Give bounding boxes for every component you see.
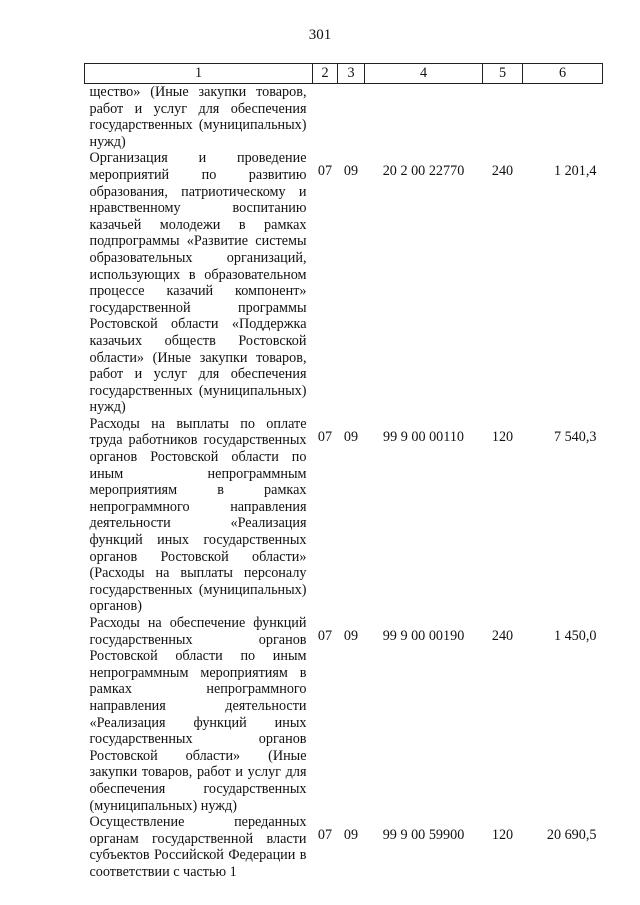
row-target-article: 20 2 00 22770 (382, 163, 465, 180)
row-expense-type: 240 (491, 628, 514, 644)
row-section: 07 (317, 428, 333, 445)
table-row (85, 615, 603, 814)
column-header-4: 4 (365, 64, 483, 84)
table-row (85, 416, 603, 615)
column-header-3: 3 (338, 64, 365, 84)
row-subsection (338, 84, 365, 151)
row-section: 07 (317, 827, 333, 844)
row-amount: 7 540,3 (553, 428, 597, 445)
row-target-article: 99 9 00 00110 (382, 428, 465, 445)
row-subsection: 09 (343, 428, 359, 445)
row-section (313, 84, 338, 151)
column-header-6: 6 (523, 64, 603, 84)
column-header-5: 5 (483, 64, 523, 84)
table-row (85, 84, 603, 151)
row-subsection: 09 (343, 827, 359, 844)
row-amount: 1 201,4 (553, 163, 597, 180)
row-section: 07 (317, 628, 333, 644)
table-row (85, 814, 603, 880)
row-subsection: 09 (343, 163, 359, 180)
column-header-2: 2 (313, 64, 338, 84)
row-description: Расходы на обеспечение функций государственных органов Ростовской области по иным непрограммным мероприятиям в рамках непрограммного направления деятельности «Реализация функций иных государственных органов Ростовской области» (Иные закупки товаров, работ и услуг для обеспечения государственных (муниципальных) нужд) (89, 615, 307, 814)
column-header-1: 1 (85, 64, 313, 84)
page-number: 301 (308, 27, 332, 43)
row-description: Осуществление переданных органам государственной власти субъектов Российской Федерации в соответствии с частью 1 (89, 814, 307, 880)
row-description: щество» (Иные закупки товаров, работ и услуг для обеспечения государственных (муниципальных) нужд) (89, 84, 307, 150)
row-section: 07 (317, 163, 333, 180)
row-subsection: 09 (343, 628, 359, 644)
row-description: Расходы на выплаты по оплате труда работников государственных органов Ростовской области по иным непрограммным мероприятиям в рамках непрограммного направления деятельности «Реализация функций иных государственных органов Ростовской области» (Расходы на выплаты персоналу государственных (муниципальных) органов) (89, 415, 307, 615)
table-header-row (85, 64, 603, 84)
budget-table (84, 63, 603, 881)
row-target-article: 99 9 00 00190 (382, 628, 465, 644)
row-target-article (365, 84, 483, 151)
row-description: Организация и проведение мероприятий по развитию образования, патриотическому и нравственному воспитанию казачьей молодежи в рамках подпрограммы «Развитие системы образовательных организаций, использующих в образовательном процессе казачий компонент» государственной программы Ростовской области «Поддержка казачьих обществ Ростовской области» (Иные закупки товаров, работ и услуг для обеспечения государственных (муниципальных) нужд) (89, 150, 307, 416)
row-target-article: 99 9 00 59900 (382, 827, 465, 844)
row-amount: 20 690,5 (546, 827, 597, 844)
row-expense-type: 120 (491, 827, 514, 844)
row-expense-type: 240 (491, 163, 514, 180)
row-amount: 1 450,0 (553, 628, 597, 644)
row-amount (523, 84, 603, 151)
row-expense-type (483, 84, 523, 151)
row-expense-type: 120 (491, 428, 514, 445)
table-row (85, 150, 603, 416)
